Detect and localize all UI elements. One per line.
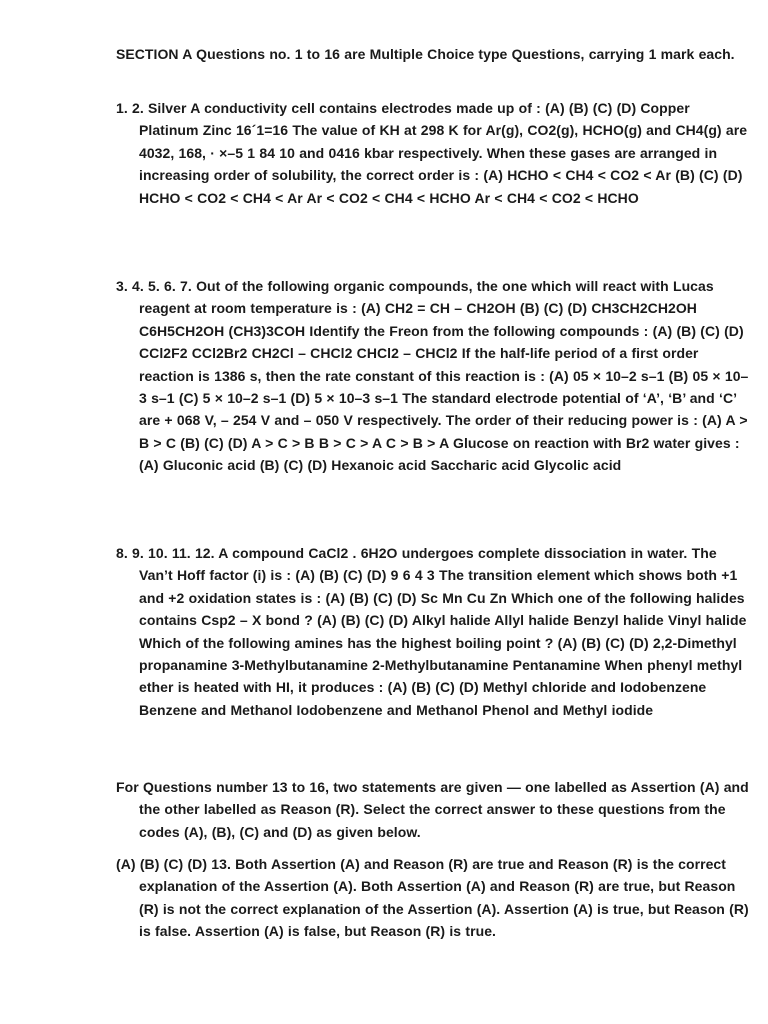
questions-3-7-text: 3. 4. 5. 6. 7. Out of the following organic compounds, the one which will react with Lucas reagent at room temperature is : (A) CH2 = CH – CH2OH (B) (C) (D) CH3CH2CH2OH C6H5CH2OH (CH3)3COH Identify the Freon from the following compounds : (A) (B) (C) (D) CCl2F2 CCl2Br2 CH2Cl – CHCl2 CHCl2 – CHCl2 If the half-life period of a first order reaction is 1386 s, then the rate constant of this reaction is : (A) 05 × 10–2 s–1 (B) 05 × 10–3 s–1 (C) 5 × 10–2 s–1 (D) 5 × 10–3 s–1 The standard electrode potential of ‘A’, ‘B’ and ‘C’ are + 068 V, – 254 V and – 050 V respectively. The order of their reducing power is : (A) A > B > C (B) (C) (D) A > C > B B > C > A C > B > A Glucose on reaction with Br2 water gives : (A) Gluconic acid (B) (C) (D) Hexanoic acid Saccharic acid Glycolic acid [116,278,749,474]
assertion-reason-codes: (A) (B) (C) (D) 13. Both Assertion (A) and Reason (R) are true and Reason (R) is the correct explanation of the Assertion (A). Both Assertion (A) and Reason (R) are true, but Reason (R) is not the correct explanation of the Assertion (A). Assertion (A) is true, but Reason (R) is false. Assertion (A) is false, but Reason (R) is true. [116,856,749,940]
questions-1-2-text: 1. 2. Silver A conductivity cell contains electrodes made up of : (A) (B) (C) (D) Copper Platinum Zinc 16´1=16 The value of KH at 298 K for Ar(g), CO2(g), HCHO(g) and CH4(g) are 4032, 168, · ×–5 1 84 10 and 0416 kbar respectively. When these gases are arranged in increasing order of solubility, the correct order is : (A) HCHO < CH4 < CO2 < Ar (B) (C) (D) HCHO < CO2 < CH4 < Ar Ar < CO2 < CH4 < HCHO Ar < CH4 < CO2 < HCHO [116,100,748,206]
section-a-instructions: SECTION A Questions no. 1 to 16 are Multiple Choice type Questions, carrying 1 mark each. [116,46,735,62]
questions-8-12-text: 8. 9. 10. 11. 12. A compound CaCl2 . 6H2O undergoes complete dissociation in water. The Van’t Hoff factor (i) is : (A) (B) (C) (D) 9 6 4 3 The transition element which shows both +1 and +2 oxidation states is : (A) (B) (C) (D) Sc Mn Cu Zn Which one of the following halides contains Csp2 – X bond ? (A) (B) (C) (D) Alkyl halide Allyl halide Benzyl halide Vinyl halide Which of the following amines has the highest boiling point ? (A) (B) (C) (D) 2,2-Dimethyl propanamine 3-Methylbutanamine 2-Methylbutanamine Pentanamine When phenyl methyl ether is heated with HI, it produces : (A) (B) (C) (D) Methyl chloride and Iodobenzene Benzene and Methanol Iodobenzene and Methanol Phenol and Methyl iodide [116,545,747,718]
assertion-reason-instructions: For Questions number 13 to 16, two statements are given — one labelled as Assertion (A) and the other labelled as Reason (R). Select the correct answer to these questions from the codes (A), (B), (C) and (D) as given below. [116,779,749,840]
